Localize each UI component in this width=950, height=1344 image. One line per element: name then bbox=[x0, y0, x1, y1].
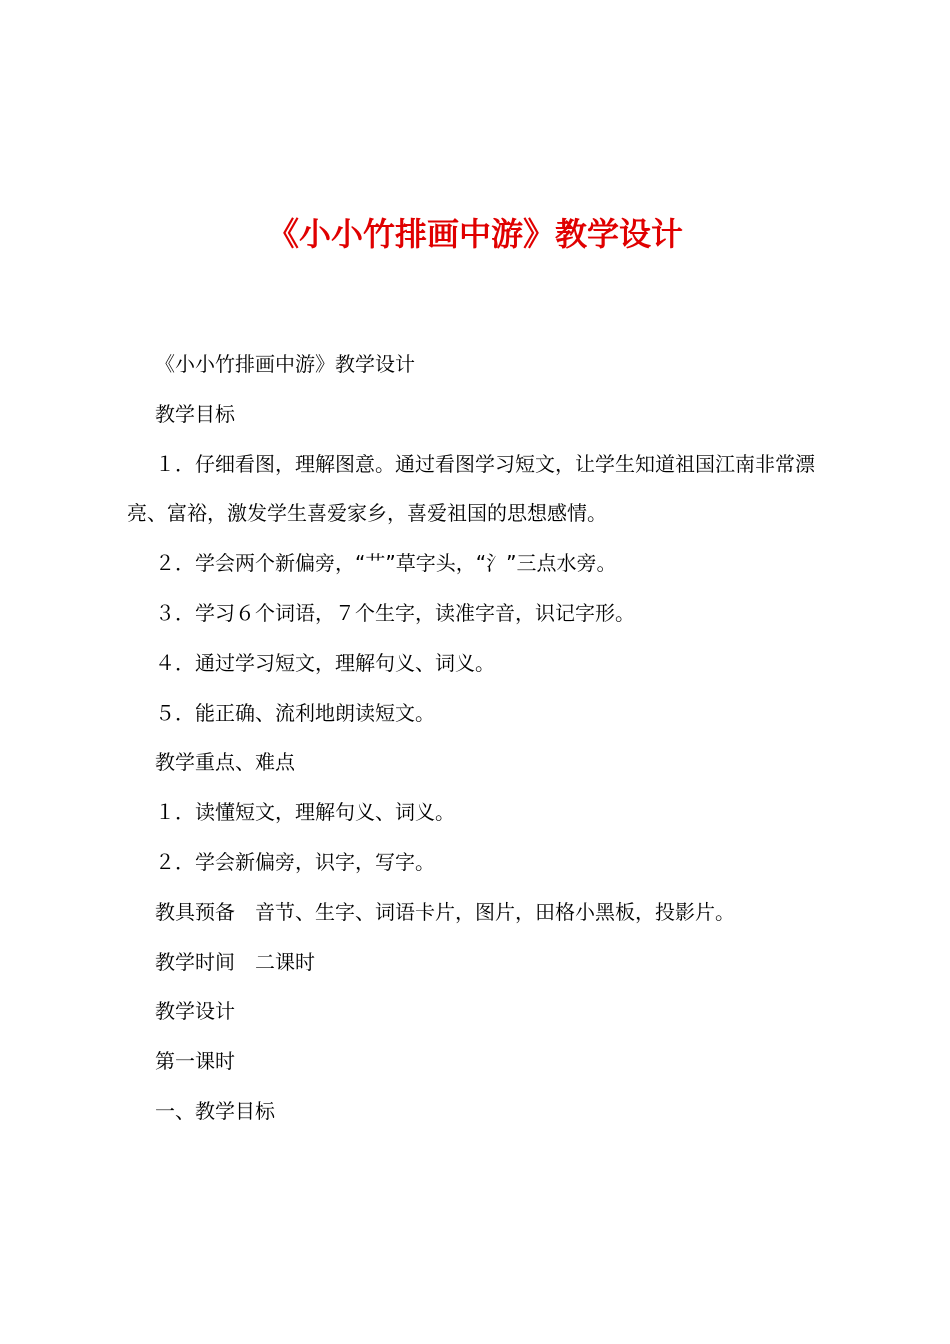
paragraph-goal-1: １．仔细看图，理解图意。通过看图学习短文，让学生知道祖国江南非常漂亮、富裕，激发学生喜爱家乡，喜爱祖国的思想感情。 bbox=[127, 451, 815, 526]
document-body bbox=[127, 340, 837, 1137]
paragraph-design-heading: 教学设计 bbox=[155, 999, 235, 1024]
paragraph-goal-3: ３．学习６个词语，７个生字，读准字音，识记字形。 bbox=[155, 600, 635, 625]
paragraph-teaching-time: 教学时间 二课时 bbox=[155, 949, 315, 974]
paragraph-goal-5: ５．能正确、流利地朗读短文。 bbox=[155, 700, 435, 725]
paragraph-subtitle: 《小小竹排画中游》教学设计 bbox=[155, 352, 415, 376]
paragraph-first-lesson: 第一课时 bbox=[155, 1049, 235, 1074]
paragraph-section-one: 一、教学目标 bbox=[155, 1098, 275, 1123]
paragraph-goals-heading: 教学目标 bbox=[155, 401, 235, 426]
paragraph-key-points-heading: 教学重点、难点 bbox=[155, 750, 295, 775]
document-title: 《小小竹排画中游》教学设计 bbox=[266, 215, 683, 253]
paragraph-key-point-1: １．读懂短文，理解句义、词义。 bbox=[155, 800, 455, 825]
paragraph-goal-2: ２．学会两个新偏旁，“艹”草字头，“氵”三点水旁。 bbox=[155, 551, 617, 576]
paragraph-goal-4: ４．通过学习短文，理解句义、词义。 bbox=[155, 650, 495, 675]
paragraph-teaching-aids: 教具预备 音节、生字、词语卡片，图片，田格小黑板，投影片。 bbox=[155, 899, 735, 924]
paragraph-key-point-2: ２．学会新偏旁，识字，写字。 bbox=[155, 849, 435, 874]
